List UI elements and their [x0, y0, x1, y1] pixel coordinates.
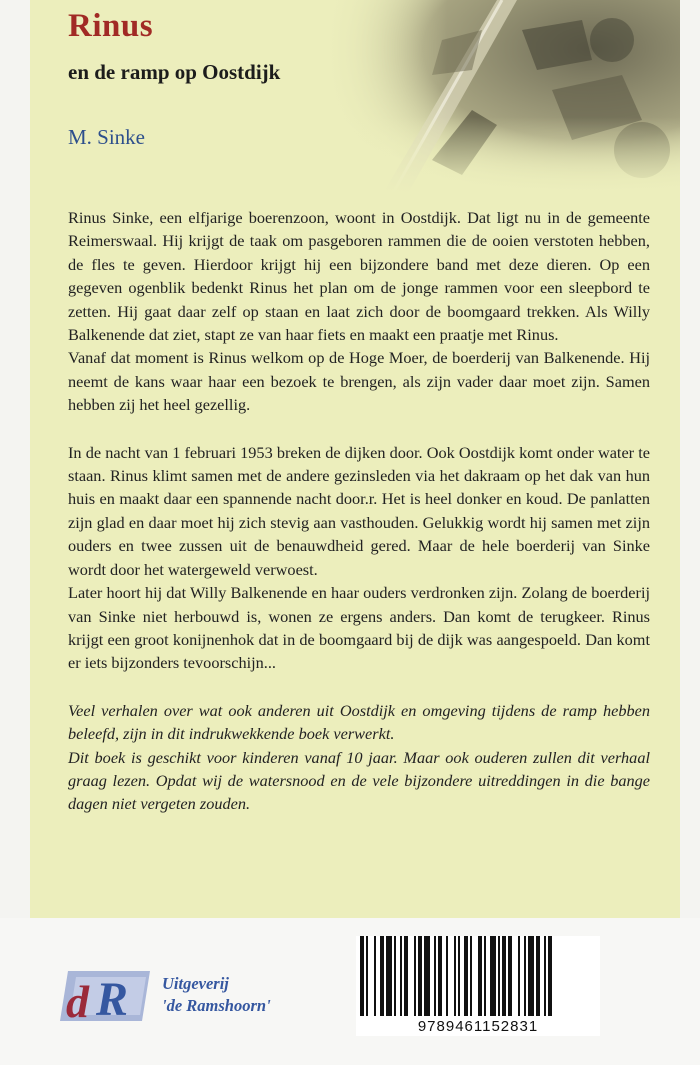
barcode-bar: [508, 936, 512, 1016]
isbn-number: 9789461152831: [417, 1018, 539, 1035]
barcode-bar: [458, 936, 460, 1016]
barcode-bar: [484, 936, 486, 1016]
barcode-bar: [400, 936, 402, 1016]
barcode-bar: [536, 936, 540, 1016]
barcode-bar: [404, 936, 408, 1016]
book-subtitle: en de ramp op Oostdijk: [68, 60, 281, 84]
publisher-line: 'de Ramshoorn': [162, 996, 271, 1015]
barcode-bar: [438, 936, 442, 1016]
barcode-bar: [528, 936, 534, 1016]
barcode-bar: [548, 936, 552, 1016]
barcode-bar: [418, 936, 422, 1016]
blurb: [68, 206, 650, 816]
blurb-italic-paragraph: Veel verhalen over wat ook anderen uit Oostdijk en omgeving tijdens de ramp hebben beleefd, zijn in dit indrukwekkende boek verwerkt.: [68, 700, 650, 744]
book-title: Rinus: [68, 8, 154, 44]
barcode-bar: [478, 936, 482, 1016]
barcode-bar: [394, 936, 396, 1016]
barcode-bar: [380, 936, 384, 1016]
barcode-bar: [454, 936, 456, 1016]
barcode-bar: [544, 936, 546, 1016]
svg-text:d: d: [66, 976, 89, 1027]
aerial-flood-photo: [322, 0, 680, 195]
barcode-bar: [386, 936, 392, 1016]
back-cover: [30, 0, 680, 918]
barcode-bar: [490, 936, 496, 1016]
barcode: [356, 936, 600, 1036]
blurb-italic-paragraph: Dit boek is geschikt voor kinderen vanaf 10 jaar. Maar ook ouderen zullen dit verhaal graag lezen. Opdat wij de watersnood en de vele bijzondere uitreddingen in die bange dagen niet vergeten zouden.: [68, 747, 650, 814]
barcode-bar: [366, 936, 368, 1016]
barcode-bar: [434, 936, 436, 1016]
barcode-bar: [360, 936, 364, 1016]
publisher-line: Uitgeverij: [162, 974, 229, 993]
svg-text:R: R: [96, 973, 129, 1026]
barcode-bar: [502, 936, 506, 1016]
blurb-paragraph: In de nacht van 1 februari 1953 breken de dijken door. Ook Oostdijk komt onder water te staan. Rinus klimt samen met de andere gezinsleden via het dakraam op het dak van hun huis en maakt daar een spannende nacht door.r. Het is heel donker en koud. De panlatten zijn glad en daar moet hij zich stevig aan vasthouden. Gelukkig wordt hij samen met zijn ouders en twee zussen uit de benauwdheid gered. Maar de hele boerderij van Sinke wordt door het watergeweld verwoest.: [68, 442, 650, 579]
barcode-bar: [414, 936, 416, 1016]
blurb-paragraph: Vanaf dat moment is Rinus welkom op de Hoge Moer, de boerderij van Balkenende. Hij neemt de kans waar haar een bezoek te brengen, als zijn vader daar moet zijn. Samen hebben zij het heel gezellig.: [68, 348, 650, 415]
blurb-paragraph: Rinus Sinke, een elfjarige boerenzoon, woont in Oostdijk. Dat ligt nu in de gemeente Reimerswaal. Hij krijgt de taak om pasgeboren rammen die de ooien verstoten hebben, de fles te geven. Hierdoor krijgt hij een bijzondere band met deze dieren. Op een gegeven ogenblik bedenkt Rinus het plan om de jonge rammen voor een sleepbord te zetten. Hij gaat daar zelf op staan en laat zich door de boomgaard trekken. Als Willy Balkenende dat ziet, stapt ze van haar fiets en maakt een praatje met Rinus.: [68, 208, 650, 345]
author-name: M. Sinke: [68, 125, 146, 149]
barcode-bar: [374, 936, 376, 1016]
barcode-bar: [446, 936, 448, 1016]
barcode-bar: [464, 936, 468, 1016]
barcode-bar: [524, 936, 526, 1016]
barcode-bar: [424, 936, 430, 1016]
barcode-icon: [360, 936, 596, 1016]
barcode-bar: [470, 936, 472, 1016]
blurb-paragraph: Later hoort hij dat Willy Balkenende en haar ouders verdronken zijn. Zolang de boerderij van Sinke niet herbouwd is, wonen ze ergens anders. Dan komt de terugkeer. Rinus krijgt een groot konijnenhok dat in de boomgaard bij de dijk was aangespoeld. Dan komt er iets bijzonders tevoorschijn...: [68, 583, 650, 673]
ramshoorn-logo-icon: [58, 965, 154, 1027]
barcode-bar: [518, 936, 520, 1016]
publisher-name: [162, 973, 271, 1017]
barcode-bar: [498, 936, 500, 1016]
